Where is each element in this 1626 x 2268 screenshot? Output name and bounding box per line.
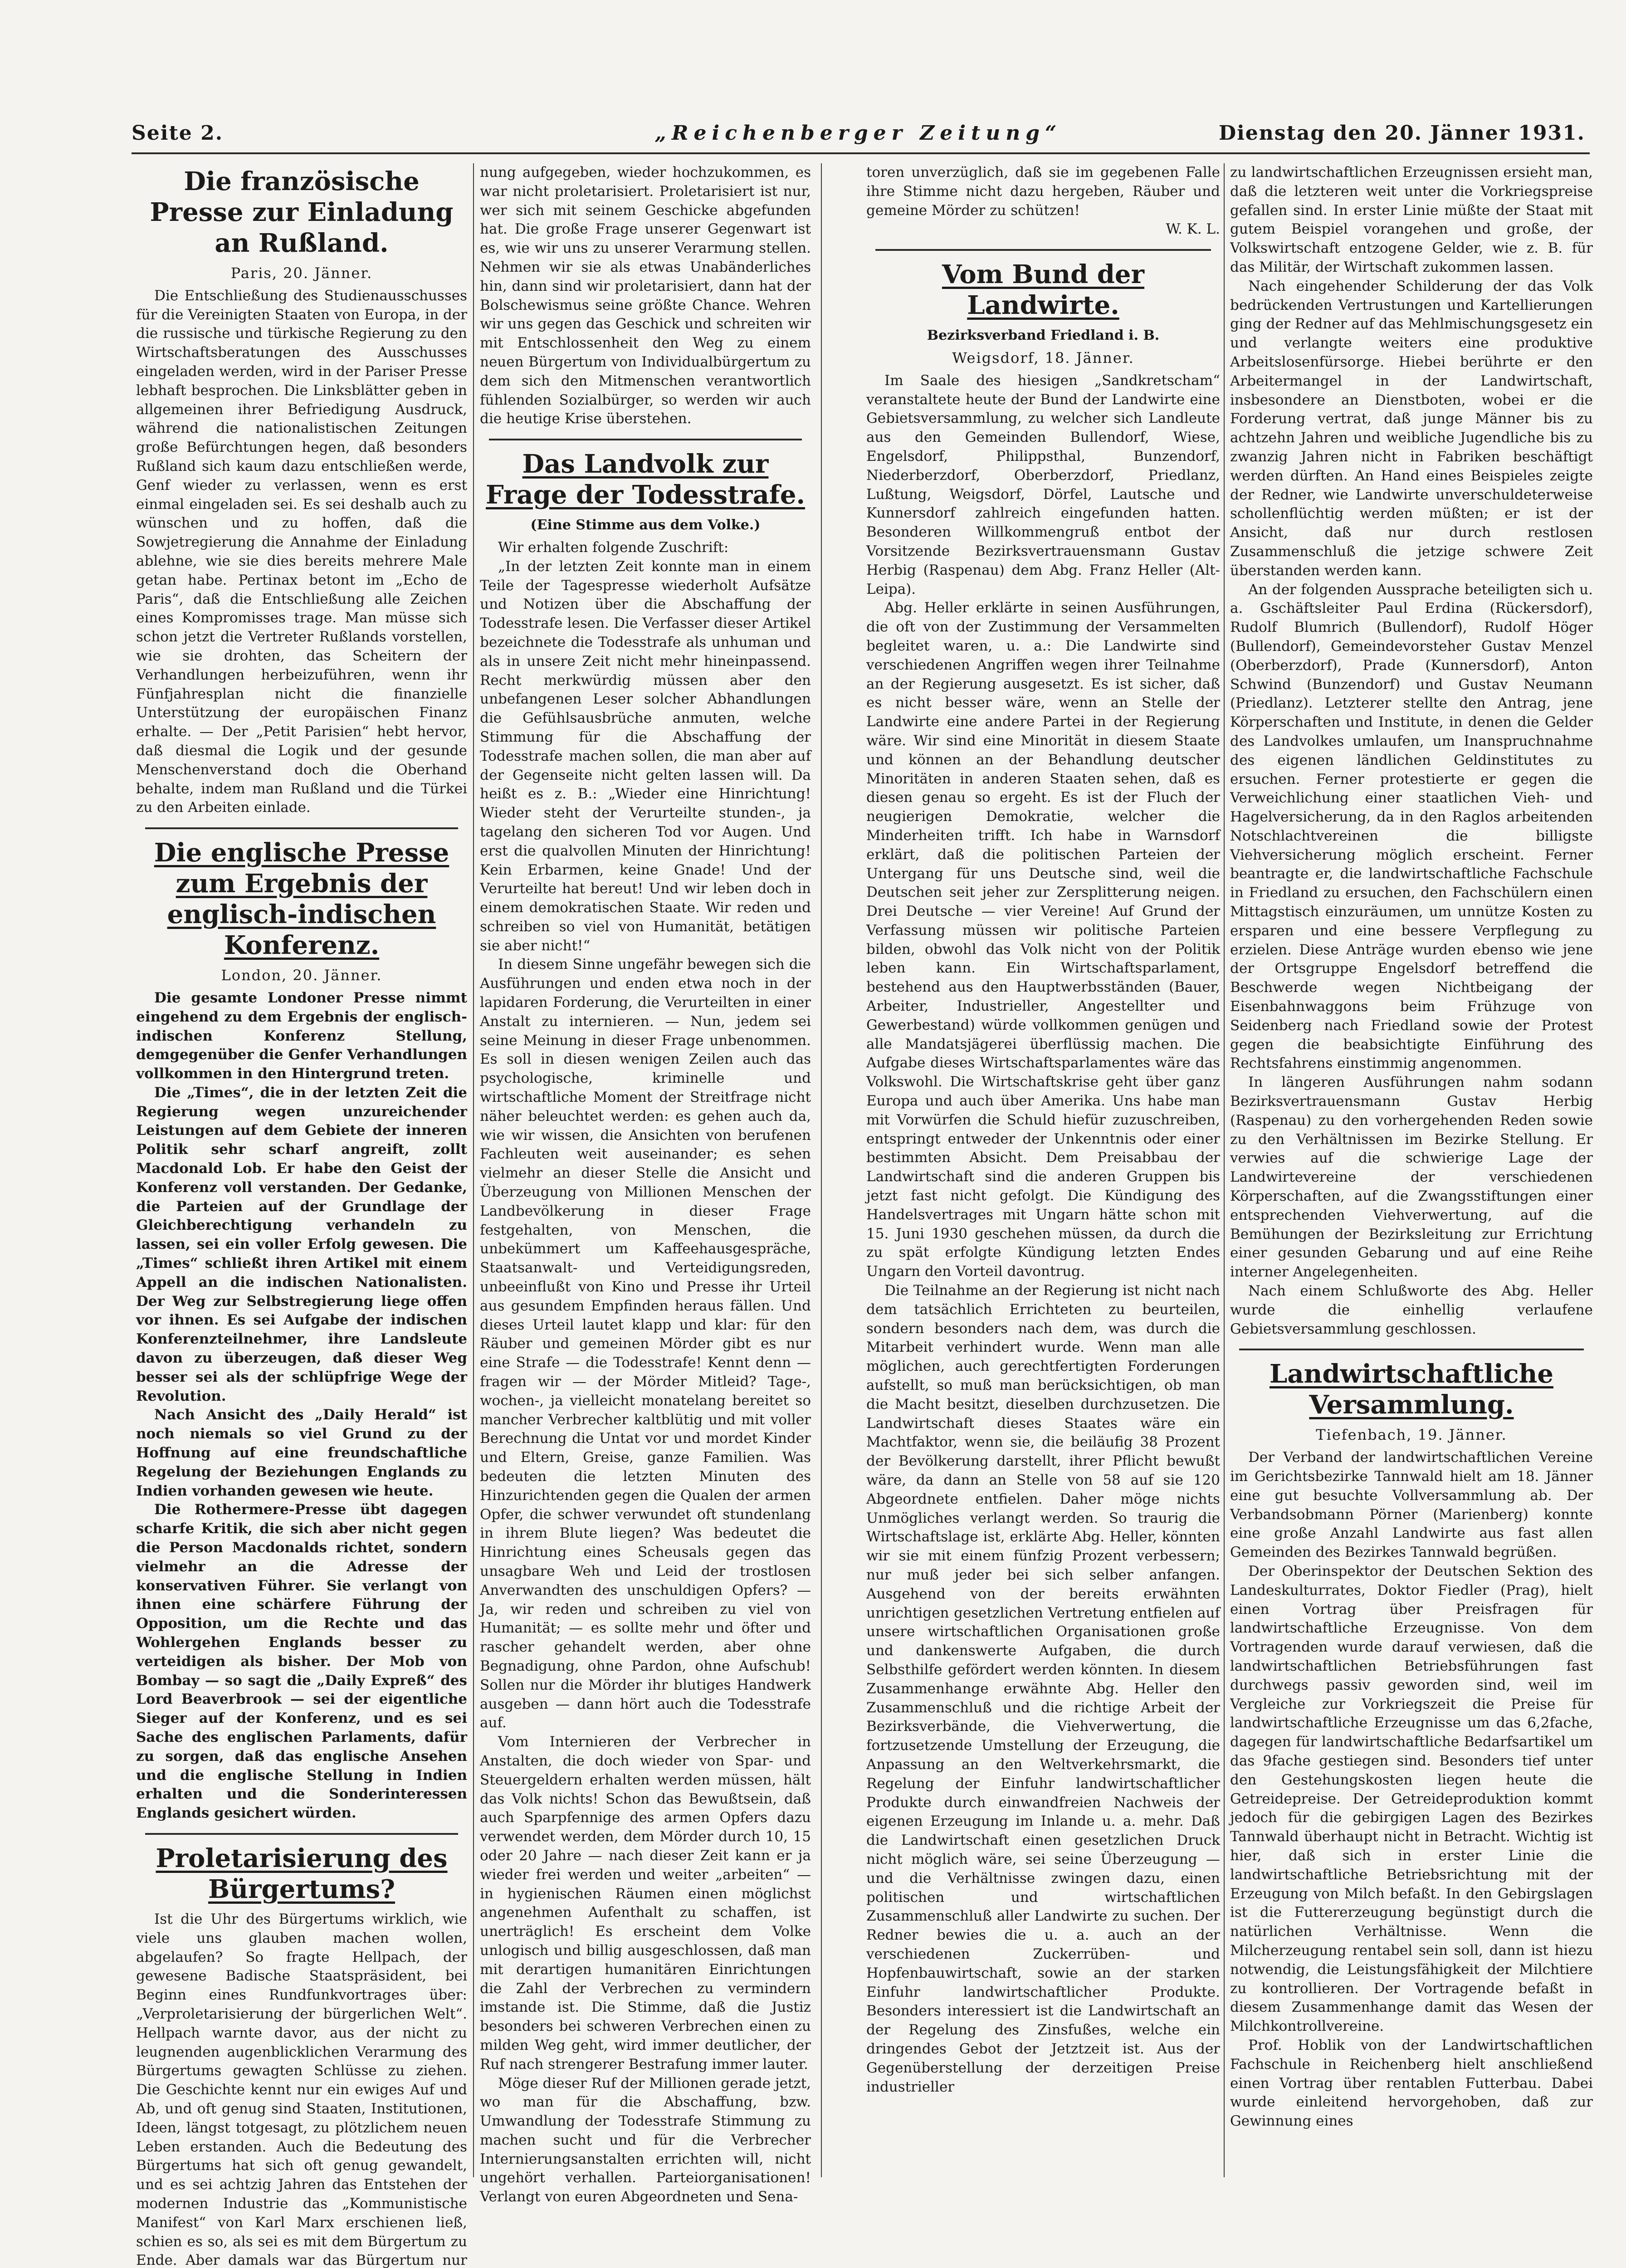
paragraph: Die Rothermere-Presse übt dagegen scharfe Kritik, die sich aber nicht gegen die Person Macdonalds richtet, sondern vielmehr an die Adresse der konservativen Führer. Sie verlangt von ihnen eine schärfere Führung der Opposition, um die Rechte und das Wohlergehen Englands besser zu verteidigen als bisher. Der Mob von Bombay — so sagt die „Daily Expreß“ des Lord Beaverbrook — sei der eigentliche Sieger auf der Konferenz, und es sei Sache des englischen Parlaments, dafür zu sorgen, daß das englische Ansehen und die englische Stellung in Indien erhalten und die Sonderinteressen Englands gesichert würden.: [136, 1501, 467, 1822]
paragraph: In längeren Ausführungen nahm sodann Bezirksvertrauensmann Gustav Herbig (Raspenau) zu den vorhergehenden Reden sowie zu den Verhältnissen im Bezirke Stellung. Er verwies auf die schwierige Lage der Landwirtevereine der verschiedenen Körperschaften, auf die Zwangsstiftungen einer entsprechenden Viehverwertung, auf die Bemühungen der Bezirksleitung zur Errichtung einer gesunden Gebarung und auf eine Reihe interner Angelegenheiten.: [1230, 1074, 1593, 1281]
dateline: Weigsdorf, 18. Jänner.: [952, 349, 1134, 367]
dateline: Tiefenbach, 19. Jänner.: [1316, 1426, 1507, 1444]
column-divider: [473, 163, 474, 2177]
paragraph: „In der letzten Zeit konnte man in einem Teile der Tagespresse wiederholt Aufsätze und Notizen über die Abschaffung der Todesstrafe lesen. Die Verfasser dieser Artikel bezeichnete die Todesstrafe als unhuman und als in unsere Zeit nicht mehr hineinpassend. Recht merkwürdig müssen aber den unbefangenen Leser solcher Abhandlungen die Gefühlsausbrüche anmuten, welche Stimmung für die Abschaffung der Todesstrafe machen sollen, die man aber auf der Gegenseite nicht gelten lassen will. Da heißt es z. B.: „Wieder eine Hinrichtung! Wieder steht der Verurteilte stunden-, ja tagelang den sicheren Tod vor Augen. Und erst die qualvollen Minuten der Hinrichtung! Kein Erbarmen, keine Gnade! Und der Verurteilte hat bereut! Und wir leben doch in einem demokratischen Staate. Wir reden und schreiben so viel von Humanität, betätigen sie aber nicht!“: [480, 558, 811, 954]
column-4: [1230, 163, 1593, 2177]
article-subtitle: Bezirksverband Friedland i. B.: [927, 327, 1160, 344]
article-separator: [489, 439, 802, 440]
article-title: Die englische Presse zum Ergebnis der englisch-indischen Konferenz.: [154, 838, 449, 961]
paragraph: An der folgenden Aussprache beteiligten sich u. a. Gschäftsleiter Paul Erdina (Rückersdorf), Rudolf Blumrich (Bullendorf), Rudolf Höger (Bullendorf), Gemeindevorsteher Gustav Menzel (Oberberzdorf), Prade (Kunnersdorf), Anton Schwind (Bunzendorf) und Gustav Neumann (Priedlanz). Letzterer stellte den Antrag, jene Körperschaften und Institute, in denen die Gelder des Landvolkes umlaufen, um Inanspruchnahme des eigenen ländlichen Geldinstitutes zu ersuchen. Ferner protestierte er gegen die Verweichlichung einer staatlichen Vieh- und Hagelversicherung, da in den Raglos arbeitenden Notschlachtvereinen die billigste Viehversicherung möglich erscheint. Ferner beantragte er, die landwirtschaftliche Fachschule in Friedland zu ersuchen, den Fachschülern einen Mittagstisch einzuräumen, um unnütze Kosten zu ersparen und eine bessere Verpflegung zu erzielen. Diese Anträge wurden ebenso wie jene der Ortsgruppe Engelsdorf betreffend die Beschwerde wegen Nichtbeigang der Eisenbahnwaggons beim Frühzuge von Seidenberg nach Friedland sowie der Protest gegen die beabsichtigte Einführung des Rechtsfahrens einstimmig angenommen.: [1230, 581, 1593, 1072]
article-title: Die französische Presse zur Einladung an Rußland.: [150, 166, 454, 258]
article-separator: [145, 827, 458, 829]
paragraph: Prof. Hoblik von der Landwirtschaftlichen Fachschule in Reichenberg hielt anschließend einen Vortrag über rentablen Futterbau. Dabei wurde einleitend hervorgehoben, daß zur Gewinnung eines: [1230, 2037, 1593, 2130]
dateline: Paris, 20. Jänner.: [230, 264, 373, 282]
dateline: London, 20. Jänner.: [221, 967, 382, 984]
article-title: Das Landvolk zur Frage der Todesstrafe.: [486, 449, 805, 510]
paragraph: Der Verband der landwirtschaftlichen Vereine im Gerichtsbezirke Tannwald hielt am 18. Jänner eine gut besuchte Vollversammlung ab. Der Verbandsobmann Pörner (Marienberg) konnte eine große Anzahl Landwirte aus fast allen Gemeinden des Bezirkes Tannwald begrüßen.: [1230, 1449, 1593, 1561]
paragraph: Der Oberinspektor der Deutschen Sektion des Landeskulturrates, Doktor Fiedler (Prag), hielt einen Vortrag über Preisfragen für landwirtschaftliche Erzeugnisse. Von dem Vortragenden wurde darauf verwiesen, daß die landwirtschaftlichen Betriebsführungen fast durchwegs passiv geworden sind, weil im Vergleiche zur Vorkriegszeit die Preise für landwirtschaftliche Erzeugnisse um das 6,2fache, dagegen für landwirtschaftliche Bedarfsartikel um das 9fache gestiegen sind. Besonders tief unter den Gestehungskosten liegen heute die Getreidepreise. Der Getreideproduktion kommt jedoch für die gebirgigen Lagen des Bezirkes Tannwald überhaupt nicht in Betracht. Wichtig ist hier, daß sich in erster Linie die landwirtschaftliche Betriebsrichtung mit der Erzeugung von Milch befaßt. In den Gebirgslagen ist die Futtererzeugung begünstigt durch die natürlichen Verhältnisse. Wenn die Milcherzeugung rentabel sein soll, dann ist hiezu notwendig, die Leistungsfähigkeit der Milchtiere zu kontrollieren. Der Vortragende befaßt in diesem Zusammenhange damit das Wesen der Milchkontrollvereine.: [1230, 1563, 1593, 2035]
header-rule: [132, 152, 1590, 154]
running-header: [132, 122, 1585, 149]
paragraph: Die gesamte Londoner Presse nimmt eingehend zu dem Ergebnis der englisch-indischen Konferenz Stellung, demgegenüber die Genfer Verhandlungen vollkommen in den Hintergrund treten.: [136, 989, 467, 1082]
signature: W. K. L.: [1166, 221, 1220, 238]
paragraph: Vom Internieren der Verbrecher in Anstalten, die doch wieder von Spar- und Steuergeldern erhalten werden müssen, hält das Volk nichts! Schon das Bewußtsein, daß auch Sparpfennige des armen Opfers dazu verwendet werden, dem Mörder durch 10, 15 oder 20 Jahre — nach dieser Zeit kann er ja wieder frei werden und weiter „arbeiten“ — in hygienischen Räumen einen möglichst angenehmen Aufenthalt zu schaffen, ist unerträglich! Es erscheint dem Volke unlogisch und billig ausgeschlossen, daß man mit derartigen humanitären Einrichtungen die Zahl der Verbrechen zu vermindern imstande ist. Die Stimme, daß die Justiz besonders bei schweren Verbrechen einen zu milden Weg geht, wird immer deutlicher, der Ruf nach strengerer Bestrafung immer lauter.: [480, 1734, 811, 2072]
paragraph: Nach einem Schlußworte des Abg. Heller wurde die einhellig verlaufene Gebietsversammlung geschlossen.: [1230, 1283, 1593, 1337]
column-3: [866, 163, 1220, 2177]
article-separator: [875, 249, 1211, 251]
paragraph: zu landwirtschaftlichen Erzeugnissen ersieht man, daß die letzteren weit unter die Vorkriegspreise gefallen sind. In erster Linie müßte der Staat mit gutem Beispiel vorangehen und große, der Volkswirtschaft entzogene Gelder, wie z. B. für das Militär, der Wirtschaft zukommen lassen.: [1230, 164, 1593, 275]
column-2: [480, 163, 811, 2205]
column-divider: [1224, 163, 1225, 2177]
article-title: Vom Bund der Landwirte.: [942, 259, 1145, 321]
paragraph: Möge dieser Ruf der Millionen gerade jetzt, wo man für die Abschaffung, bzw. Umwandlung der Todesstrafe Stimmung zu machen sucht und für die Verbrecher Internierungsanstalten errichten will, nicht ungehört verhallen. Parteiorganisationen! Verlangt von euren Abgeordneten und Sena-: [480, 2075, 811, 2205]
paragraph: Nach Ansicht des „Daily Herald“ ist noch niemals so viel Grund zu der Hoffnung auf eine freundschaftliche Regelung der Beziehungen Englands zu Indien vorhanden gewesen wie heute.: [136, 1407, 467, 1499]
paragraph: Im Saale des hiesigen „Sandkretscham“ veranstaltete heute der Bund der Landwirte eine Gebietsversammlung, zu welcher sich Landleute aus den Gemeinden Bullendorf, Wiese, Engelsdorf, Philippsthal, Bunzendorf, Niederberzdorf, Oberberzdorf, Priedlanz, Lußtung, Weigsdorf, Dörfel, Lautsche und Kunnersdorf zahlreich eingefunden hatten. Besonderen Willkommengruß entbot der Vorsitzende Bezirksvertrauensmann Gustav Herbig (Raspenau) dem Abg. Franz Heller (Alt-Leipa).: [866, 372, 1220, 597]
paragraph: Nach eingehender Schilderung der das Volk bedrückenden Vertrustungen und Kartellierungen ging der Redner auf das Mehlmischungsgesetz ein und verlangte weiters eine produktive Arbeitslosenfürsorge. Hiebei berührte er den Arbeitermangel in der Landwirtschaft, insbesondere an Dienstboten, wobei er die Forderung vertrat, daß junge Männer bis zu achtzehn Jahren und weibliche Jugendliche bis zu zwanzig Jahren nicht in Fabriken beschäftigt werden dürften. An Hand eines Beispieles zeigte der Redner, wie Landwirte unverschuldeterweise schollenflüchtig werden müßten; er ist der Ansicht, daß nur durch restlosen Zusammenschluß die jetzige schwere Zeit überstanden werden kann.: [1230, 278, 1593, 579]
paragraph: Abg. Heller erklärte in seinen Ausführungen, die oft von der Zustimmung der Versammelten begleitet waren, u. a.: Die Landwirte sind verschiedenen Angriffen wegen ihrer Teilnahme an der Regierung ausgesetzt. Es ist sicher, daß es nicht besser wäre, wenn an Stelle der Landwirte eine andere Partei in der Regierung wäre. Wir sind eine Minorität in diesem Staate und können an der Behandlung deutscher Minoritäten in anderen Staaten sehen, daß es diesen genau so ergeht. Es ist der Fluch der neugierigen Demokratie, welcher die Minderheiten trifft. Ich habe in Warnsdorf erklärt, daß die politischen Parteien der Untergang für uns Deutsche sind, weil die Deutschen seit jeher zur Zersplitterung neigen. Drei Deutsche — vier Vereine! Auf Grund der Verfassung müssen wir politische Parteien bilden, obwohl das Volk nicht von der Politik leben kann. Ein Wirtschaftsparlament, bestehend aus den Hauptwerbsständen (Bauer, Arbeiter, Industrieller, Angestellter und Gewerbestand) würde vollkommen genügen und alle Mandatsjägerei überflüssig machen. Die Aufgabe dieses Wirtschaftsparlamentes wäre das Volkswohl. Die Wirtschaftskrise geht über ganz Europa und auch über Amerika. Uns habe man mit Vorwürfen die Schuld hiefür zuzuschreiben, entspringt entweder der Unkenntnis oder einer bestimmten Absicht. Dem Preisabbau der Landwirtschaft sind die anderen Gruppen bis jetzt fast nicht gefolgt. Die Kündigung des Handelsvertrages mit Ungarn hätte schon mit 15. Juni 1930 geschehen müssen, da durch die zu spät erfolgte Kündigung letzten Endes Ungarn den Vorteil davontrug.: [866, 600, 1220, 1280]
column-1: [136, 163, 467, 2268]
masthead: „Reichenberger Zeitung“: [654, 122, 1062, 145]
issue-date: Dienstag den 20. Jänner 1931.: [1218, 122, 1585, 145]
article-title: Proletarisierung des Bürgertums?: [156, 1843, 448, 1904]
paragraph: Die Entschließung des Studienausschusses für die Vereinigten Staaten von Europa, in der die russische und türkische Regierung zu den Wirtschaftsberatungen des Ausschusses eingeladen werden, wird in der Pariser Presse lebhaft besprochen. Die Linksblätter geben in allgemeinen ihrer Befriedigung Ausdruck, während die nationalistischen Zeitungen große Befürchtungen hegen, daß besonders Rußland sich kaum dazu entschließen werde, Genf wieder zu verlassen, wenn es erst einmal eingeladen sei. Es sei deshalb auch zu wünschen und zu hoffen, daß die Sowjetregierung die Annahme der Einladung ablehne, wie sie dies bereits mehrere Male getan habe. Pertinax betont im „Echo de Paris“, daß die Entschließung alle Zeichen eines Kompromisses trage. Man müsse sich schon jetzt die Vertreter Rußlands vorstellen, wie sie drohten, das Scheitern der Verhandlungen herbeizuführen, wenn ihr Fünfjahresplan nicht die finanzielle Unterstützung der europäischen Finanz erhalte. — Der „Petit Parisien“ hebt hervor, daß diesmal die Logik und der gesunde Menschenverstand doch die Oberhand behalte, indem man Rußland und die Türkei zu den Arbeiten einlade.: [136, 287, 467, 816]
paragraph: Die Teilnahme an der Regierung ist nicht nach dem tatsächlich Errichteten zu beurteilen, sondern besonders nach dem, was durch die Mitarbeit verhindert wurde. Wenn man alle möglichen, auch gerechtfertigten Forderungen aufstellt, so muß man berücksichtigen, ob man die Macht besitzt, dieselben durchzusetzen. Die Landwirtschaft dieses Staates wäre ein Machtfaktor, wenn sie, die beiläufig 38 Prozent der Bevölkerung darstellt, ihrer Pflicht bewußt wäre, da dann an Stelle von 58 auf sie 120 Abgeordnete entfielen. Daher möge nichts Unmögliches verlangt werden. So traurig die Wirtschaftslage ist, erklärte Abg. Heller, könnten wir sie mit einem fünfzig Prozent verbessern; nur muß jeder bei sich selber anfangen. Ausgehend von der bereits erwähnten unrichtigen gesetzlichen Vertretung entfielen auf unsere wirtschaftlichen Organisationen große und dankenswerte Aufgaben, die durch Selbsthilfe gefördert werden könnten. In diesem Zusammenhange erwähnte Abg. Heller den Zusammenschluß und die richtige Arbeit der Bezirksverbände, die Viehverwertung, die fortzusetzende Umstellung der Erzeugung, die Anpassung an den Weltverkehrsmarkt, die Regelung der Einfuhr landwirtschaftlicher Produkte durch einwandfreien Nachweis der eigenen Erzeugung im Inlande u. a. mehr. Daß die Landwirtschaft einen gesetzlichen Druck nicht möglich wäre, sei seine Überzeugung — und die Verhältnisse zwingen dazu, einen politischen und wirtschaftlichen Zusammenschluß aller Landwirte zu suchen. Der Redner bewies die u. a. auch an der verschiedenen Zuckerrüben- und Hopfenbauwirtschaft, sowie an der starken Einfuhr landwirtschaftlicher Produkte. Besonders interessiert ist die Landwirtschaft an der Regelung des Zinsfußes, welche ein dringendes Gebot der Jetztzeit ist. Aus der Gegenüberstellung der derzeitigen Preise industrieller: [866, 1282, 1220, 2095]
page-number: Seite 2.: [132, 122, 224, 145]
paragraph: Ist die Uhr des Bürgertums wirklich, wie viele uns glauben machen wollen, abgelaufen? So fragte Hellpach, der gewesene Badische Staatspräsident, bei Beginn eines Rundfunkvortrages über: „Verproletarisierung der bürgerlichen Welt“. Hellpach warnte davor, aus der nicht zu leugnenden augenblicklichen Verarmung des Bürgertums gewagten Schlüsse zu ziehen. Die Geschichte kennt nur ein ewiges Auf und Ab, und oft genug sind Staaten, Institutionen, Ideen, längst totgesagt, zu plötzlichem neuen Leben erstanden. Auch die Bedeutung des Bürgertums hat sich oft genug gewandelt, und es sei achtzig Jahren das Entstehen der modernen Industrie das „Kommunistische Manifest“ von Karl Marx erschienen ließ, schien es so, als sei es mit dem Bürgertum zu Ende. Aber damals war das Bürgertum nur: [136, 1911, 467, 2268]
paragraph: Wir erhalten folgende Zuschrift:: [498, 539, 729, 556]
article-separator: [1239, 1349, 1584, 1350]
article-subtitle: (Eine Stimme aus dem Volke.): [530, 517, 761, 533]
article-title: Landwirtschaftliche Versammlung.: [1270, 1359, 1553, 1420]
column-divider: [821, 163, 822, 2177]
paragraph: In diesem Sinne ungefähr bewegen sich die Ausführungen und enden etwa noch in der lapidaren Forderung, die Verurteilten in einer Anstalt zu internieren. — Nun, jedem sei seine Meinung in dieser Frage unbenommen. Es soll in diesen wenigen Zeilen auch das psychologische, kriminelle und wirtschaftliche Moment der Streitfrage nicht näher beleuchtet werden: es gehen auch da, wie wir wissen, die Ansichten von berufenen Fachleuten weit auseinander; es sehen vielmehr an dieser Stelle die Ansicht und Überzeugung von Millionen Menschen der Landbevölkerung in dieser Frage festgehalten, von Menschen, die unbekümmert um Kaffeehausgespräche, Staatsanwalt- und Verteidigungsreden, unbeeinflußt von Kino und Presse ihr Urteil aus gesundem Empfinden heraus fällen. Und dieses Urteil lautet klapp und klar: für den Räuber und gemeinen Mörder gibt es nur eine Strafe — die Todesstrafe! Kennt denn — fragen wir — der Mörder Mitleid? Tage-, wochen-, ja vielleicht monatelang bereitet so mancher Verbrecher kaltblütig und mit voller Berechnung die Untat vor und mordet Kinder und Eltern, Greise, ganze Familien. Was bedeuten die letzten Minuten des Hinzurichtenden gegen die Qualen der armen Opfer, die schwer verwundet oft stundenlang in ihrem Blute liegen? Was bedeutet die Hinrichtung eines Scheusals gegen das unsagbare Weh und Leid der trostlosen Anverwandten des unschuldigen Opfers? — Ja, wir reden und schreiben zu viel von Humanität; — es sollte mehr und öfter und rascher gehandelt werden, aber ohne Begnadigung, ohne Pardon, ohne Aufschub! Sollen nur die Mörder ihr blutiges Handwerk ausgeben — dann hört auch die Todesstrafe auf.: [480, 956, 811, 1731]
paragraph: nung aufgegeben, wieder hochzukommen, es war nicht proletarisiert. Proletarisiert ist nur, wer sich mit seinem Geschicke abgefunden hat. Die große Frage unserer Gegenwart ist es, wie wir uns zu unserer Verarmung stellen. Nehmen wir sie als etwas Unabänderliches hin, dann sind wir proletarisiert, dann hat der Bolschewismus seine größte Chance. Wehren wir uns gegen das Geschick und schreiten wir mit Entschlossenheit den Weg zu einem neuen Bürgertum von Individualbürgertum zu dem sich den Mitmenschen verantwortlich fühlenden Sozialbürger, so werden wir auch die heutige Krise überstehen.: [480, 164, 811, 427]
paragraph: Die „Times“, die in der letzten Zeit die Regierung wegen unzureichender Leistungen auf dem Gebiete der inneren Politik sehr scharf angreift, zollt Macdonald Lob. Er habe den Geist der Konferenz voll verstanden. Der Gedanke, die Parteien auf der Grundlage der Gleichberechtigung verhandeln zu lassen, sei ein voller Erfolg gewesen. Die „Times“ schließt ihren Artikel mit einem Appell an die indischen Nationalisten. Der Weg zur Selbstregierung liege offen vor ihnen. Es sei Aufgabe der indischen Konferenzteilnehmer, ihre Landsleute davon zu überzeugen, daß dieser Weg besser sei als der schlüpfrige Wege der Revolution.: [136, 1084, 467, 1404]
article-separator: [145, 1833, 458, 1835]
paragraph: toren unverzüglich, daß sie im gegebenen Falle ihre Stimme nicht dazu hergeben, Räuber und gemeine Mörder zu schützen!: [866, 164, 1220, 219]
